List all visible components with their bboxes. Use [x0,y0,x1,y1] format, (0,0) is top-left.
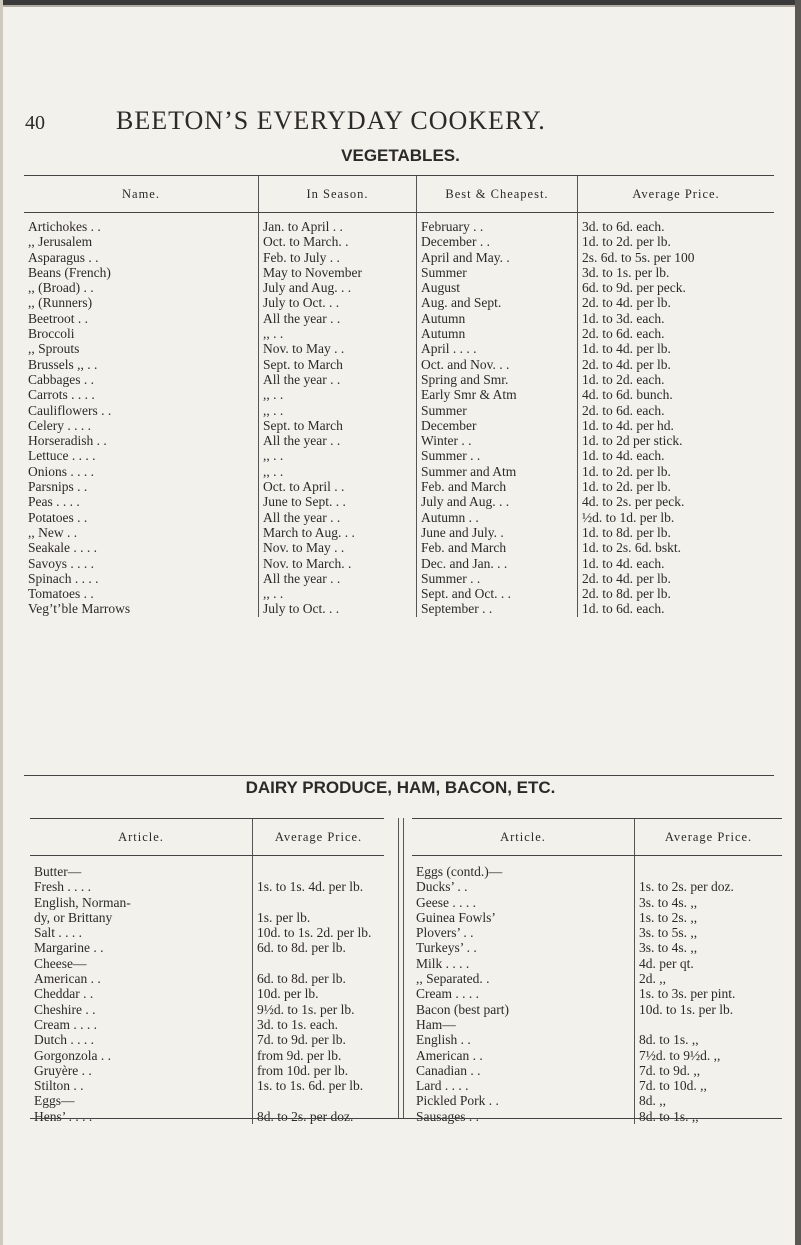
average-price-cell: 8d. to 1s. ,, [635,1032,783,1047]
vegetable-name: Broccoli [28,326,75,342]
article-cell: English, Norman- [34,894,131,910]
average-price-cell: 3d. to 1s. per lb. [578,265,775,280]
average-price-cell: 7d. to 9d. ,, [635,1063,783,1078]
table-row [412,956,782,971]
average-price-cell: 1d. to 8d. per lb. [578,525,775,540]
season-cell: Nov. to March. . [259,556,417,571]
average-price-cell: 1d. to 2s. 6d. bskt. [578,540,775,555]
average-price-cell: 3s. to 5s. ,, [635,925,783,940]
article-cell: Cheshire . . [34,1001,96,1017]
best-cheapest-cell: Summer . . [417,571,578,586]
article-cell: Salt . . . . [34,925,83,941]
best-cheapest-cell: December . . [417,234,578,249]
table-row [24,494,774,509]
article-cell: Cream . . . . [416,986,479,1002]
average-price-cell: 1d. to 4d. per hd. [578,418,775,433]
best-cheapest-cell: Spring and Smr. [417,372,578,387]
table-row [30,1109,384,1124]
best-cheapest-cell: Summer [417,403,578,418]
average-price-cell: ½d. to 1d. per lb. [578,510,775,525]
average-price-cell: 1d. to 2d. per lb. [578,479,775,494]
article-cell: Canadian . . [416,1062,481,1078]
season-cell: ,, . . [259,403,417,418]
table-row [30,910,384,925]
table-row [412,1093,782,1108]
col-name-header: Name. [24,176,259,213]
best-cheapest-cell: Autumn [417,326,578,341]
best-cheapest-cell: Summer [417,265,578,280]
average-price-cell: 1s. to 1s. 6d. per lb. [253,1078,385,1093]
article-cell: dy, or Brittany [34,909,113,925]
best-cheapest-cell: Aug. and Sept. [417,295,578,310]
vegetables-title: VEGETABLES. [341,146,460,165]
season-cell: Oct. to April . . [259,479,417,494]
best-cheapest-cell: Winter . . [417,433,578,448]
vegetable-name: Asparagus . . [28,249,99,265]
table-row [24,311,774,326]
best-cheapest-cell: Autumn . . [417,510,578,525]
table-row [412,910,782,925]
article-cell: Pickled Pork . . [416,1093,499,1109]
average-price-cell [253,856,385,880]
average-price-cell: 3s. to 4s. ,, [635,895,783,910]
vegetable-name: ,, Sprouts [28,341,80,357]
vegetable-name: Beetroot . . [28,310,88,326]
best-cheapest-cell: December [417,418,578,433]
average-price-cell: 1d. to 6d. each. [578,601,775,616]
average-price-cell [635,1017,783,1032]
table-row [24,265,774,280]
table-row [412,1109,782,1124]
season-cell: ,, . . [259,586,417,601]
average-price-cell: 2d. ,, [635,971,783,986]
table-row [412,1002,782,1017]
table-row [30,986,384,1001]
season-cell: All the year . . [259,311,417,326]
average-price-cell: 3s. to 4s. ,, [635,940,783,955]
vegetable-name: ,, Jerusalem [28,234,93,250]
page-top-edge-shadow [0,5,801,7]
season-cell: March to Aug. . . [259,525,417,540]
table-row [24,601,774,616]
best-cheapest-cell: Dec. and Jan. . . [417,556,578,571]
col-price-header: Average Price. [578,176,775,213]
average-price-cell: from 9d. per lb. [253,1048,385,1063]
season-cell: Feb. to July . . [259,250,417,265]
best-cheapest-cell: Early Smr & Atm [417,387,578,402]
table-row [24,387,774,402]
running-head: BEETON’S EVERYDAY COOKERY. [116,106,546,135]
best-cheapest-cell: Summer and Atm [417,464,578,479]
vegetable-name: Horseradish . . [28,433,107,449]
dairy-left-header-row [30,819,384,856]
average-price-cell: 1s. to 2s. per doz. [635,879,783,894]
article-cell: Butter— [34,864,82,879]
article-cell: Gruyère . . [34,1062,92,1078]
article-cell: English . . [416,1032,471,1048]
table-row [30,1002,384,1017]
average-price-cell: from 10d. per lb. [253,1063,385,1078]
table-row [24,250,774,265]
season-cell: Sept. to March [259,418,417,433]
average-price-cell [635,856,783,880]
average-price-cell: 1d. to 4d. each. [578,556,775,571]
table-row [30,879,384,894]
article-cell: Ham— [416,1016,456,1032]
table-row [24,464,774,479]
article-cell: Sausages . . [416,1108,479,1124]
vegetable-name: Potatoes . . [28,509,88,525]
col-price-header: Average Price. [635,819,783,856]
article-cell: ,, Separated. . [416,971,490,987]
season-cell: ,, . . [259,448,417,463]
average-price-cell: 8d. to 1s. ,, [635,1109,783,1124]
table-row [412,856,782,880]
average-price-cell: 2d. to 4d. per lb. [578,295,775,310]
article-cell: Cream . . . . [34,1016,97,1032]
average-price-cell: 1s. per lb. [253,910,385,925]
average-price-cell [253,1093,385,1108]
table-row [24,213,774,235]
average-price-cell: 2d. to 4d. per lb. [578,571,775,586]
table-row [30,940,384,955]
average-price-cell [253,956,385,971]
average-price-cell: 4d. to 2s. per peck. [578,494,775,509]
table-row [30,1017,384,1032]
average-price-cell: 6d. to 8d. per lb. [253,940,385,955]
season-cell: Jan. to April . . [259,213,417,235]
season-cell: ,, . . [259,387,417,402]
col-season-header: In Season. [259,176,417,213]
article-cell: Lard . . . . [416,1078,469,1094]
table-row [24,341,774,356]
col-price-header: Average Price. [253,819,385,856]
vegetable-name: Brussels ,, . . [28,356,98,372]
article-cell: American . . [416,1047,483,1063]
page-left-edge [0,0,3,1245]
best-cheapest-cell: July and Aug. . . [417,494,578,509]
table-row [412,1032,782,1047]
average-price-cell: 8d. to 2s. per doz. [253,1109,385,1124]
season-cell: All the year . . [259,433,417,448]
table-row [24,571,774,586]
vegetable-name: Cabbages . . [28,371,94,387]
vegetable-name: Onions . . . . [28,463,95,479]
table-row [24,326,774,341]
season-cell: ,, . . [259,326,417,341]
vegetable-name: Cauliflowers . . [28,402,112,418]
article-cell: Guinea Fowls’ [416,909,496,925]
best-cheapest-cell: Feb. and March [417,540,578,555]
article-cell: Stilton . . [34,1078,84,1094]
table-row [412,1063,782,1078]
dairy-title: DAIRY PRODUCE, HAM, BACON, ETC. [245,778,556,797]
average-price-cell: 8d. ,, [635,1093,783,1108]
average-price-cell: 6d. to 8d. per lb. [253,971,385,986]
season-cell: All the year . . [259,372,417,387]
dairy-table-left [30,818,384,1124]
average-price-cell: 1d. to 4d. per lb. [578,341,775,356]
vegetables-bottom-rule [24,775,774,776]
table-row [30,1078,384,1093]
table-row [412,1048,782,1063]
article-cell: Hens’ . . . . [34,1108,93,1124]
season-cell: July to Oct. . . [259,601,417,616]
vegetable-name: ,, New . . [28,524,78,540]
article-cell: American . . [34,971,101,987]
vegetable-name: Tomatoes . . [28,586,94,602]
vegetable-name: Carrots . . . . [28,387,95,403]
best-cheapest-cell: April . . . . [417,341,578,356]
season-cell: Nov. to May . . [259,540,417,555]
average-price-cell [253,895,385,910]
table-row [30,956,384,971]
average-price-cell: 6d. to 9d. per peck. [578,280,775,295]
average-price-cell: 2d. to 8d. per lb. [578,586,775,601]
table-row [24,418,774,433]
average-price-cell: 2d. to 6d. each. [578,403,775,418]
season-cell: July to Oct. . . [259,295,417,310]
vegetable-name: Celery . . . . [28,417,91,433]
vegetable-name: Savoys . . . . [28,555,95,571]
best-cheapest-cell: Summer . . [417,448,578,463]
vegetable-name: Parsnips . . [28,479,88,495]
table-row [30,971,384,986]
table-row [24,525,774,540]
average-price-cell: 1s. to 1s. 4d. per lb. [253,879,385,894]
article-cell: Margarine . . [34,940,104,956]
average-price-cell: 1s. to 3s. per pint. [635,986,783,1001]
best-cheapest-cell: August [417,280,578,295]
table-row [30,856,384,880]
vegetable-name: Seakale . . . . [28,540,97,556]
vegetable-name: Veg’t’ble Marrows [28,601,131,617]
table-row [30,1063,384,1078]
article-cell: Gorgonzola . . [34,1047,111,1063]
table-row [24,586,774,601]
article-cell: Milk . . . . [416,955,470,971]
vegetables-table [24,175,774,617]
article-cell: Geese . . . . [416,894,476,910]
dairy-right-header-row [412,819,782,856]
average-price-cell: 2d. to 4d. per lb. [578,357,775,372]
table-row [30,1048,384,1063]
average-price-cell: 2s. 6d. to 5s. per 100 [578,250,775,265]
article-cell: Dutch . . . . [34,1032,94,1048]
vegetable-name: ,, (Runners) [28,295,93,311]
table-row [24,403,774,418]
average-price-cell: 3d. to 1s. each. [253,1017,385,1032]
average-price-cell: 7d. to 9d. per lb. [253,1032,385,1047]
average-price-cell: 4d. to 6d. bunch. [578,387,775,402]
article-cell: Ducks’ . . [416,879,468,895]
table-row [412,1078,782,1093]
col-article-header: Article. [30,819,253,856]
table-row [24,433,774,448]
table-row [412,1017,782,1032]
season-cell: Sept. to March [259,357,417,372]
average-price-cell: 10d. to 1s. 2d. per lb. [253,925,385,940]
vegetable-name: Artichokes . . [28,219,101,234]
col-best-header: Best & Cheapest. [417,176,578,213]
article-cell: Cheese— [34,955,87,971]
season-cell: All the year . . [259,510,417,525]
season-cell: Nov. to May . . [259,341,417,356]
table-row [412,986,782,1001]
article-cell: Turkeys’ . . [416,940,477,956]
average-price-cell: 1s. to 2s. ,, [635,910,783,925]
average-price-cell: 10d. per lb. [253,986,385,1001]
season-cell: May to November [259,265,417,280]
average-price-cell: 7½d. to 9½d. ,, [635,1048,783,1063]
average-price-cell: 1d. to 4d. each. [578,448,775,463]
article-cell: Fresh . . . . [34,879,91,895]
average-price-cell: 1d. to 2d. each. [578,372,775,387]
article-cell: Plovers’ . . [416,925,474,941]
vegetables-header-row [24,176,774,213]
article-cell: Eggs (contd.)— [416,864,503,879]
table-row [412,879,782,894]
article-cell: Bacon (best part) [416,1001,509,1017]
average-price-cell: 1d. to 2d per stick. [578,433,775,448]
table-row [24,234,774,249]
table-row [24,280,774,295]
best-cheapest-cell: Oct. and Nov. . . [417,357,578,372]
page-number: 40 [25,112,45,134]
table-row [24,510,774,525]
table-row [412,925,782,940]
article-cell: Eggs— [34,1093,75,1109]
best-cheapest-cell: June and July. . [417,525,578,540]
table-row [412,940,782,955]
table-row [24,357,774,372]
average-price-cell: 3d. to 6d. each. [578,213,775,235]
best-cheapest-cell: Feb. and March [417,479,578,494]
table-row [30,1032,384,1047]
dairy-bottom-rule [30,1118,782,1119]
column-divider [398,818,404,1118]
average-price-cell: 2d. to 6d. each. [578,326,775,341]
average-price-cell: 10d. to 1s. per lb. [635,1002,783,1017]
best-cheapest-cell: September . . [417,601,578,616]
best-cheapest-cell: Sept. and Oct. . . [417,586,578,601]
season-cell: ,, . . [259,464,417,479]
table-row [24,372,774,387]
col-article-header: Article. [412,819,635,856]
vegetable-name: ,, (Broad) . . [28,280,94,296]
table-row [30,1093,384,1108]
table-row [24,295,774,310]
season-cell: July and Aug. . . [259,280,417,295]
best-cheapest-cell: April and May. . [417,250,578,265]
table-row [30,925,384,940]
average-price-cell: 7d. to 10d. ,, [635,1078,783,1093]
article-cell: Cheddar . . [34,986,94,1002]
season-cell: Oct. to March. . [259,234,417,249]
table-row [24,479,774,494]
vegetable-name: Lettuce . . . . [28,448,96,464]
table-row [24,540,774,555]
page-right-edge [795,0,801,1245]
dairy-table-right [412,818,782,1124]
average-price-cell: 1d. to 3d. each. [578,311,775,326]
average-price-cell: 9½d. to 1s. per lb. [253,1002,385,1017]
table-row [24,448,774,463]
vegetable-name: Peas . . . . [28,494,80,510]
table-row [412,895,782,910]
vegetable-name: Beans (French) [28,264,111,280]
average-price-cell: 1d. to 2d. per lb. [578,464,775,479]
table-row [412,971,782,986]
table-row [30,895,384,910]
average-price-cell: 4d. per qt. [635,956,783,971]
table-row [24,556,774,571]
vegetable-name: Spinach . . . . [28,570,99,586]
season-cell: All the year . . [259,571,417,586]
season-cell: June to Sept. . . [259,494,417,509]
best-cheapest-cell: February . . [417,213,578,235]
average-price-cell: 1d. to 2d. per lb. [578,234,775,249]
best-cheapest-cell: Autumn [417,311,578,326]
